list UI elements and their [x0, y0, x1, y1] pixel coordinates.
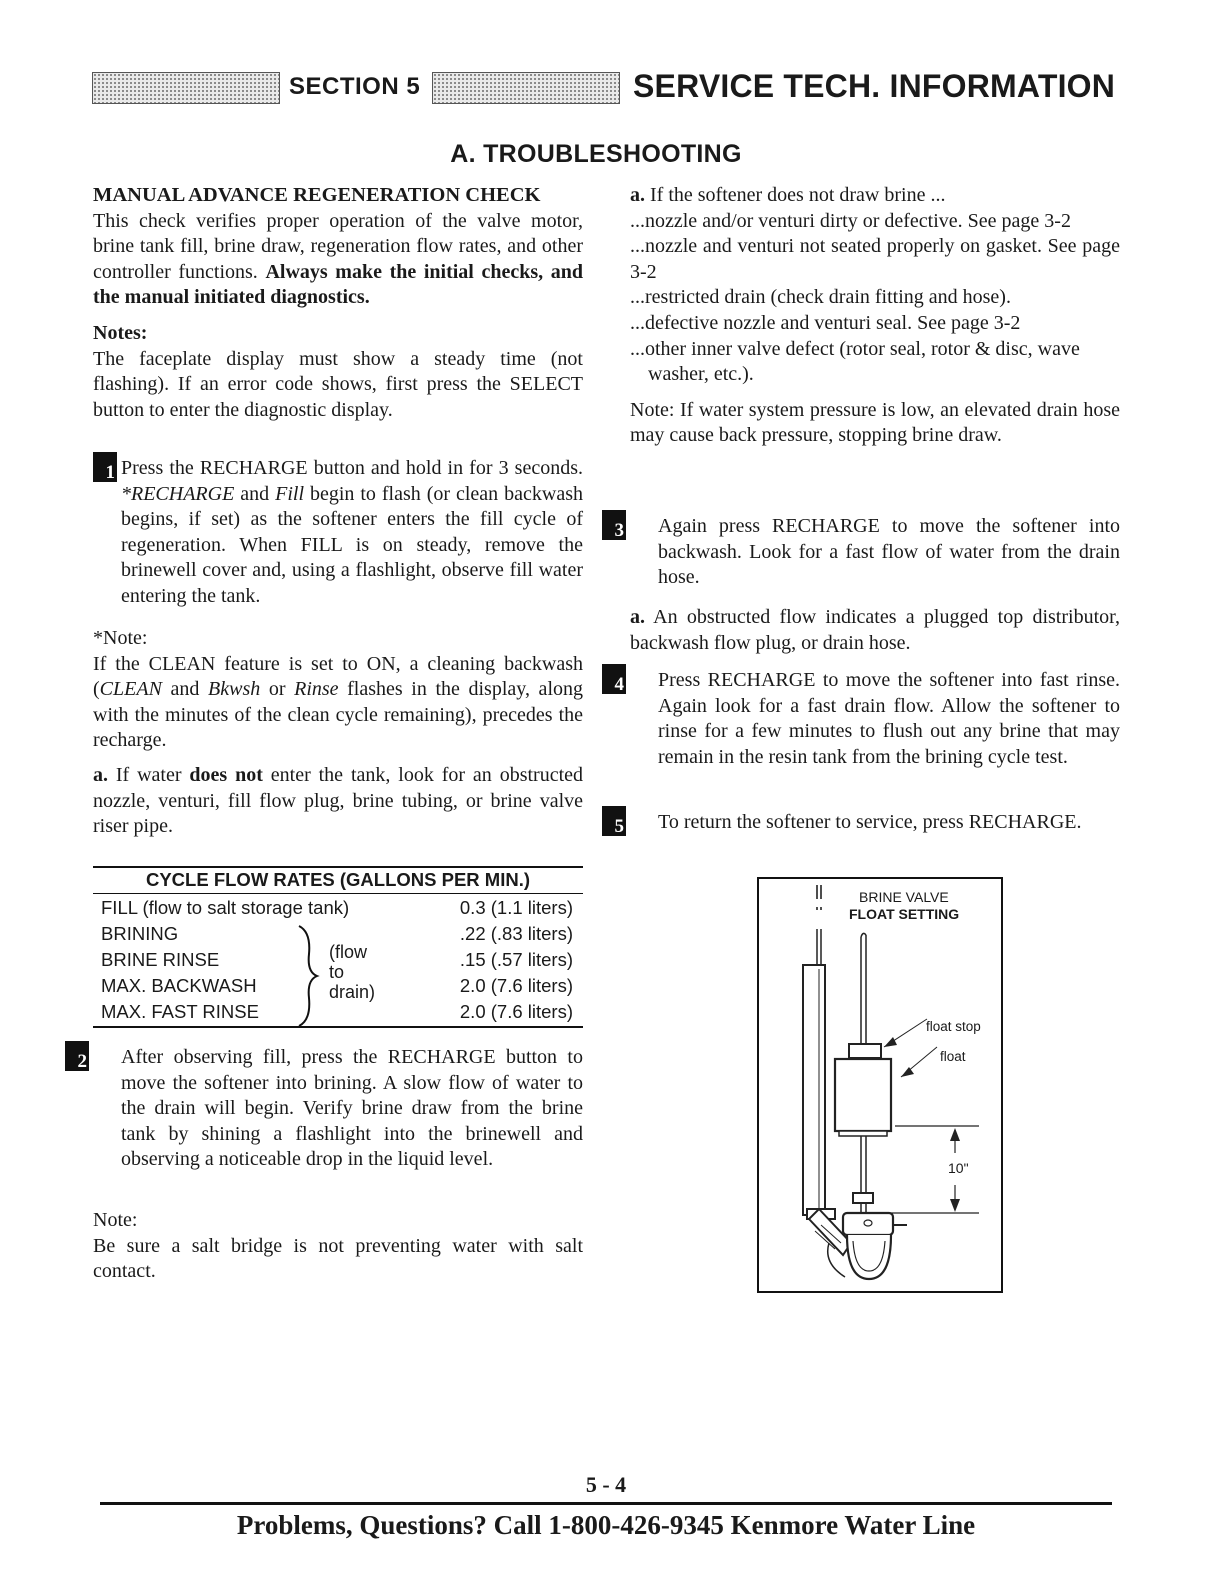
right-note: Note: If water system pressure is low, an elevated drain hose may cause back pressure, stopping brine draw.	[630, 398, 1120, 447]
step-4-badge: 4	[602, 664, 626, 694]
note-2-label: Note:	[93, 1209, 138, 1231]
table-header-rule	[93, 893, 583, 894]
table-top-rule	[93, 866, 583, 868]
step-1-badge: 1	[93, 452, 117, 482]
step-5-text: To return the softener to service, press RECHARGE.	[658, 811, 1082, 833]
page-number: 5 - 4	[585, 1472, 627, 1497]
intro-bold-text: Always make the initial checks, and the manual initiated diagnostics.	[93, 260, 584, 309]
note-2-text: Be sure a salt bridge is not preventing water with salt contact.	[93, 1234, 583, 1283]
page-title: SERVICE TECH. INFORMATION	[633, 68, 1116, 104]
step-2	[77, 1045, 583, 1173]
star-note-text: If the CLEAN feature is set to ON, a cleaning backwash (CLEAN and Bkwsh or Rinse flashes in the display, along with the minutes of the clean cycle remaining), precedes the recharge.	[93, 652, 583, 752]
step-3	[602, 514, 1120, 591]
cause-item: ...nozzle and/or venturi dirty or defective. See page 3-2	[630, 209, 1071, 232]
right-a-intro: a. If the softener does not draw brine ...	[630, 184, 946, 206]
header-pattern-left	[92, 72, 280, 104]
float-diagram-drawing	[759, 879, 1001, 1291]
diagram-label-2: FLOAT SETTING	[849, 906, 960, 922]
table-brace	[293, 924, 323, 1028]
float-label: float	[940, 1049, 966, 1064]
intro-text: This check verifies proper operation of the valve motor, brine tank fill, brine draw, regeneration flow rates, and other controller functions.	[93, 209, 583, 283]
header-pattern-right	[432, 72, 620, 104]
step-5-badge: 5	[602, 806, 626, 836]
dimension-label: 10"	[948, 1160, 969, 1176]
para-a-left: a. If water does not enter the tank, look for an obstructed nozzle, venturi, fill flow plug, brine tubing, or brine valve riser pipe.	[93, 763, 584, 838]
step-4	[602, 668, 1120, 770]
notes-text: The faceplate display must show a steady time (not flashing). If an error code shows, first press the SELECT button to enter the diagnostic display.	[93, 347, 583, 421]
notes-heading: Notes:	[93, 321, 148, 344]
cause-item: ...nozzle and venturi not seated properly on gasket. See page 3-2	[630, 235, 1120, 283]
diagram-label-1: BRINE VALVE	[859, 889, 949, 905]
brace-label: (flow to drain)	[329, 942, 376, 1002]
step-1-text: Press the RECHARGE button and hold in for 3 seconds. *RECHARGE and Fill begin to flash (or clean backwash begins, if set) as the softener enters the fill cycle of regeneration. When FILL is on steady, remove the brinewell cover and, using a flashlight, observe fill water entering the tank.	[121, 457, 583, 607]
star-note	[93, 626, 583, 840]
right-column	[630, 183, 1120, 449]
float-stop-label: float stop	[926, 1019, 981, 1034]
section-label: SECTION 5	[289, 73, 421, 100]
step-5	[602, 810, 1120, 836]
table-row: MAX. FAST RINSE 2.0 (7.6 liters)	[101, 1001, 573, 1022]
footer-rule	[100, 1502, 1112, 1505]
left-heading: MANUAL ADVANCE REGENERATION CHECK	[93, 184, 541, 206]
table-row: BRINING .22 (.83 liters)	[101, 923, 573, 944]
table-row: BRINE RINSE .15 (.57 liters)	[101, 949, 573, 970]
table-row: MAX. BACKWASH 2.0 (7.6 liters)	[101, 975, 573, 996]
table-title: CYCLE FLOW RATES (GALLONS PER MIN.)	[145, 869, 531, 890]
table-bottom-rule	[93, 1026, 583, 1028]
intro-paragraph	[93, 209, 583, 311]
para-a-right: a. An obstructed flow indicates a plugged top distributor, backwash flow plug, or drain hose.	[630, 606, 1120, 654]
step-1	[93, 456, 583, 610]
step-2-text: After observing fill, press the RECHARGE button to move the softener into brining. A slow flow of water to the drain will begin. Verify brine draw from the brine tank by shining a flashlight into the brinewell and observing a noticeable drop in the liquid level.	[121, 1046, 583, 1171]
star-note-label: *Note:	[93, 627, 148, 649]
step-4-text: Press RECHARGE to move the softener into fast rinse. Again look for a fast drain flow. Allow the softener to rinse for a few minutes to flush out any brine that may remain in the resin tank from the brining cycle test.	[658, 669, 1120, 768]
step-3-text: Again press RECHARGE to move the softener into backwash. Look for a fast flow of water from the drain hose.	[658, 515, 1120, 589]
table-row: FILL (flow to salt storage tank) 0.3 (1.1 liters)	[101, 897, 573, 918]
step-3-badge: 3	[602, 510, 626, 540]
cause-item: ...defective nozzle and venturi seal. See page 3-2	[630, 311, 1021, 334]
footer-tagline: Problems, Questions? Call 1-800-426-9345 Kenmore Water Line	[236, 1510, 976, 1540]
brine-valve-diagram	[757, 877, 1003, 1293]
section-subtitle: A. TROUBLESHOOTING	[450, 140, 742, 168]
step-2-badge: 2	[65, 1041, 89, 1071]
cause-item: ...restricted drain (check drain fitting and hose).	[630, 286, 1011, 309]
cause-item: ...other inner valve defect (rotor seal, rotor & disc, wave washer, etc.).	[630, 337, 1080, 386]
left-column	[93, 183, 583, 423]
flow-rates-table	[93, 866, 583, 1031]
note-2	[93, 1208, 583, 1285]
